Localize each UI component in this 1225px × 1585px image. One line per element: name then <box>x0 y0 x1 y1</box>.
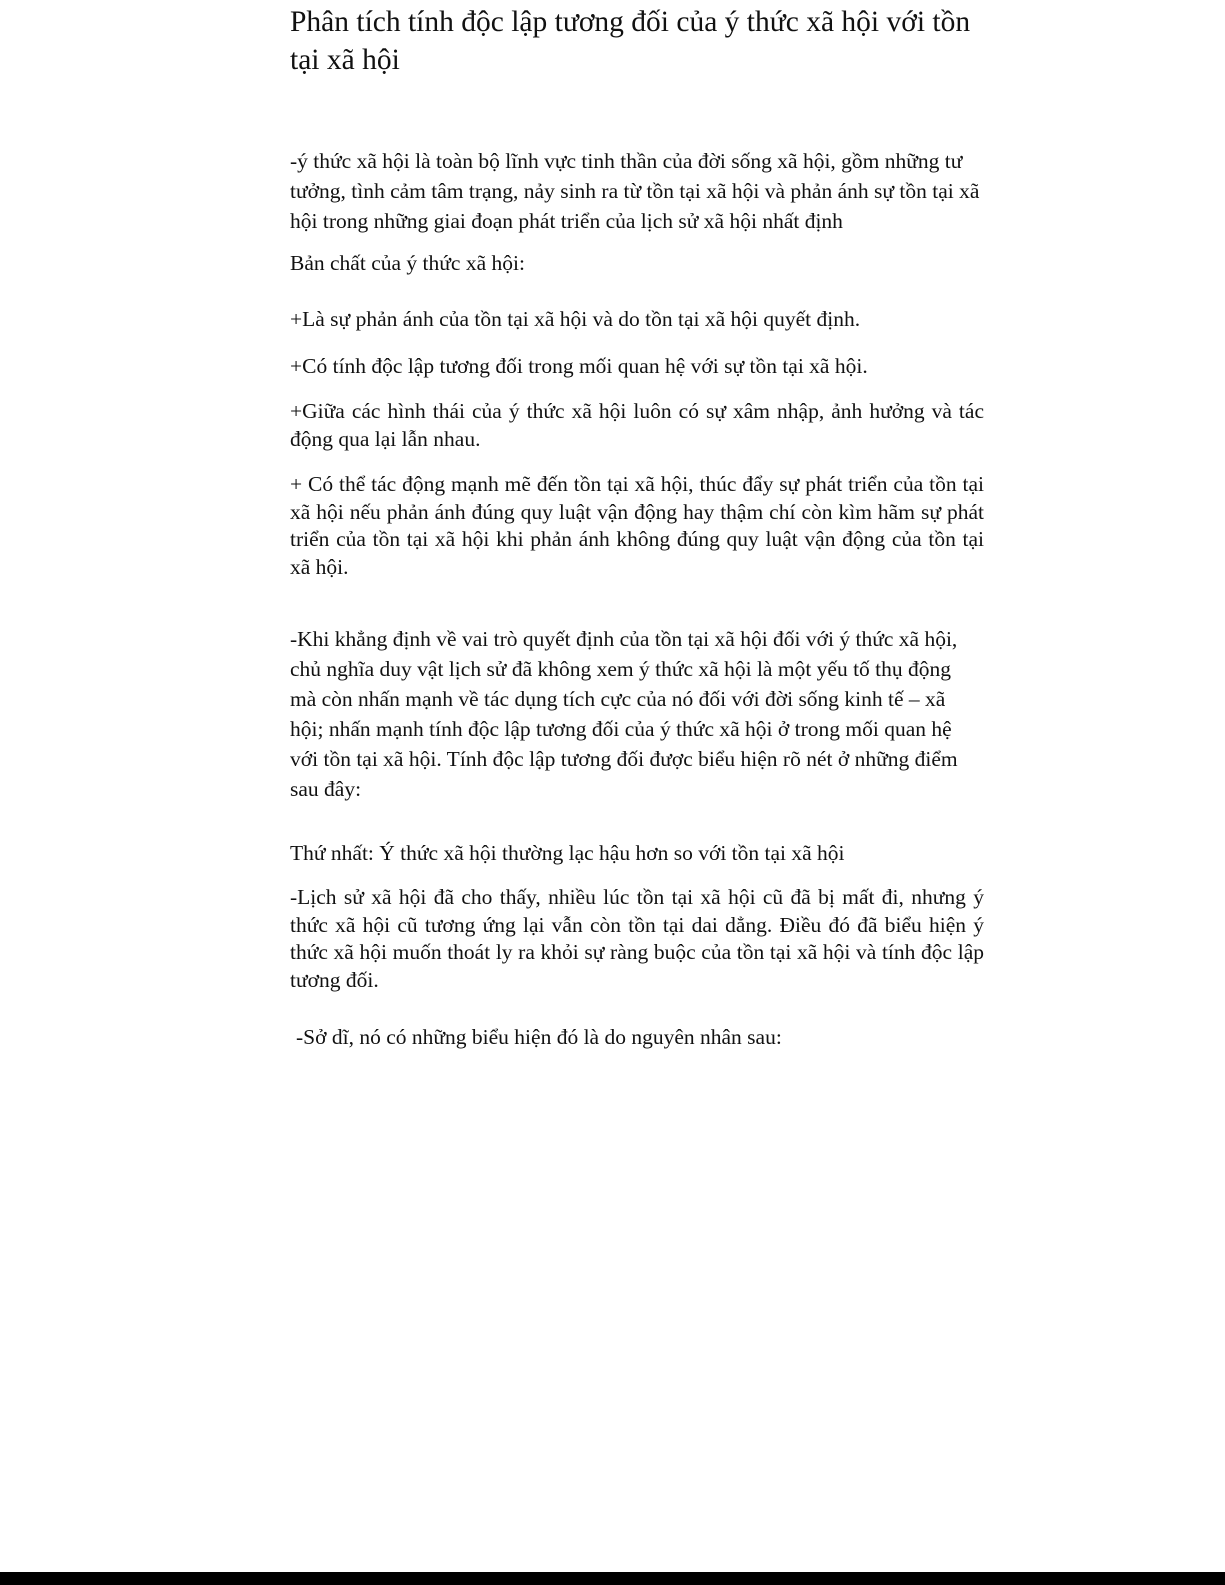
paragraph-nature-4: + Có thể tác động mạnh mẽ đến tồn tại xã hội, thúc đẩy sự phát triển của tồn tại xã hội nếu phản ánh đúng quy luật vận động hay thậm chí còn kìm hãm sự phát triển của tồn tại xã hội khi phản ánh không đúng quy luật vận động của tồn tại xã hội. <box>290 472 984 579</box>
bottom-border-bar <box>0 1572 1225 1585</box>
paragraph-nature-3: +Giữa các hình thái của ý thức xã hội luôn có sự xâm nhập, ảnh hưởng và tác động qua lại lẫn nhau. <box>290 399 984 451</box>
paragraph-materialism: -Khi khẳng định về vai trò quyết định của tồn tại xã hội đối với ý thức xã hội, chủ nghĩa duy vật lịch sử đã không xem ý thức xã hội là một yếu tố thụ động mà còn nhấn mạnh về tác dụng tích cực của nó đối với đời sống kinh tế – xã hội; nhấn mạnh tính độc lập tương đối của ý thức xã hội ở trong mối quan hệ với tồn tại xã hội. Tính độc lập tương đối được biểu hiện rõ nét ở những điểm sau đây: <box>290 627 958 801</box>
paragraph-first-heading: Thứ nhất: Ý thức xã hội thường lạc hậu hơn so với tồn tại xã hội <box>290 841 845 865</box>
document-body <box>290 0 990 1052</box>
paragraph-history: -Lịch sử xã hội đã cho thấy, nhiều lúc tồn tại xã hội cũ đã bị mất đi, nhưng ý thức xã hội cũ tương ứng lại vẫn còn tồn tại dai dẳng. Điều đó đã biểu hiện ý thức xã hội muốn thoát ly ra khỏi sự ràng buộc của tồn tại xã hội và tính độc lập tương đối. <box>290 885 984 992</box>
paragraph-nature-2: +Có tính độc lập tương đối trong mối quan hệ với sự tồn tại xã hội. <box>290 354 868 378</box>
paragraph-reason: -Sở dĩ, nó có những biểu hiện đó là do nguyên nhân sau: <box>296 1025 782 1049</box>
paragraph-definition: -ý thức xã hội là toàn bộ lĩnh vực tinh thần của đời sống xã hội, gồm những tư tưởng, tình cảm tâm trạng, nảy sinh ra từ tồn tại xã hội và phản ánh sự tồn tại xã hội trong những giai đoạn phát triển của lịch sử xã hội nhất định <box>290 149 980 233</box>
paragraph-nature-heading: Bản chất của ý thức xã hội: <box>290 251 525 275</box>
paragraph-nature-1: +Là sự phản ánh của tồn tại xã hội và do tồn tại xã hội quyết định. <box>290 307 861 331</box>
page-title: Phân tích tính độc lập tương đối của ý thức xã hội với tồn tại xã hội <box>290 6 971 76</box>
